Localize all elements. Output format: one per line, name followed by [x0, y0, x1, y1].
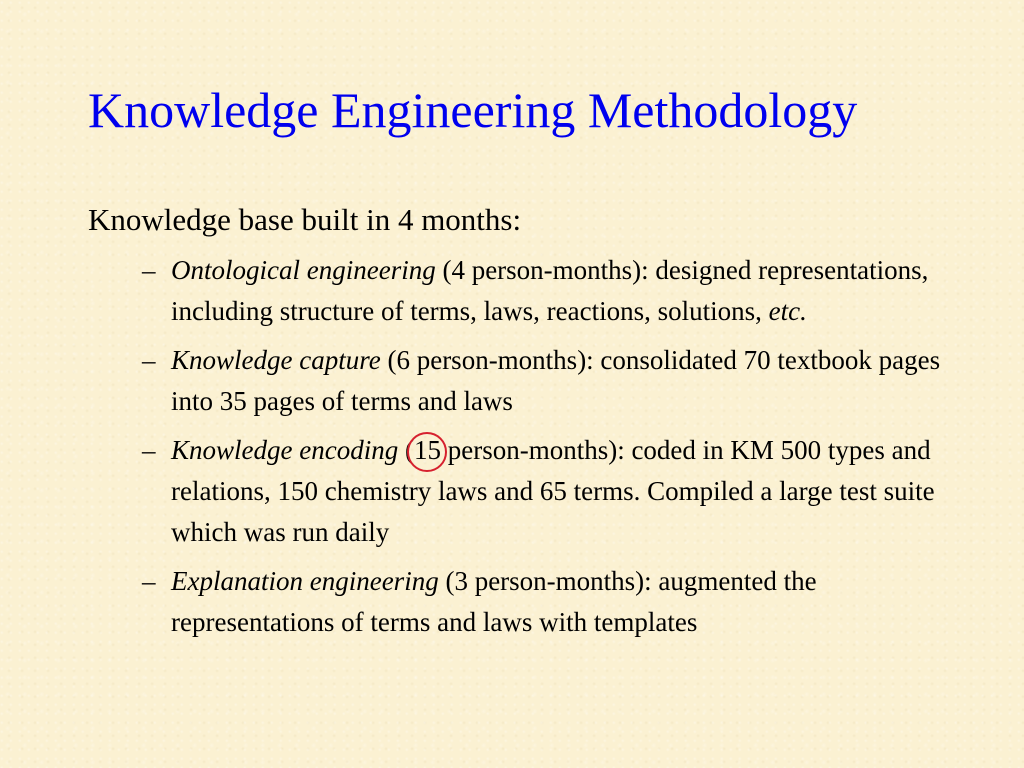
bullet-text-italic: etc.: [768, 296, 807, 326]
bullet-text: (4 person-months): designed representations, including structure of terms, laws, reactions, solutions,: [171, 255, 929, 326]
bullet-term: Knowledge capture: [171, 345, 381, 375]
bullet-term: Knowledge encoding: [171, 435, 399, 465]
lead-bullet: Knowledge base built in 4 months:: [88, 202, 522, 237]
dash-bullet-marker: –: [142, 345, 156, 375]
bullet-text: (3 person-months): augmented the representations of terms and laws with templates: [171, 566, 817, 637]
bullet-text: (: [398, 435, 414, 465]
sub-bullet-list: [88, 250, 968, 643]
bullet-text: person-months): coded in KM 500 types and relations, 150 chemistry laws and 65 terms. Compiled a large test suite which was run daily: [171, 435, 935, 547]
bullet-term: Ontological engineering: [171, 255, 436, 285]
dash-bullet-marker: –: [142, 255, 156, 285]
bullet-term: Explanation engineering: [171, 566, 439, 596]
sub-bullet-explanation-engineering: [88, 561, 968, 643]
circled-number-text: 15: [413, 435, 441, 465]
dash-bullet-marker: –: [142, 566, 156, 596]
sub-bullet-knowledge-capture: [88, 340, 968, 422]
circled-number: [414, 430, 441, 471]
slide-title: Knowledge Engineering Methodology: [88, 82, 858, 138]
slide-body: [88, 196, 968, 651]
sub-bullet-ontological-engineering: [88, 250, 968, 332]
dash-bullet-marker: –: [142, 435, 156, 465]
sub-bullet-knowledge-encoding: [88, 430, 968, 553]
bullet-text: (6 person-months): consolidated 70 textbook pages into 35 pages of terms and laws: [171, 345, 941, 416]
